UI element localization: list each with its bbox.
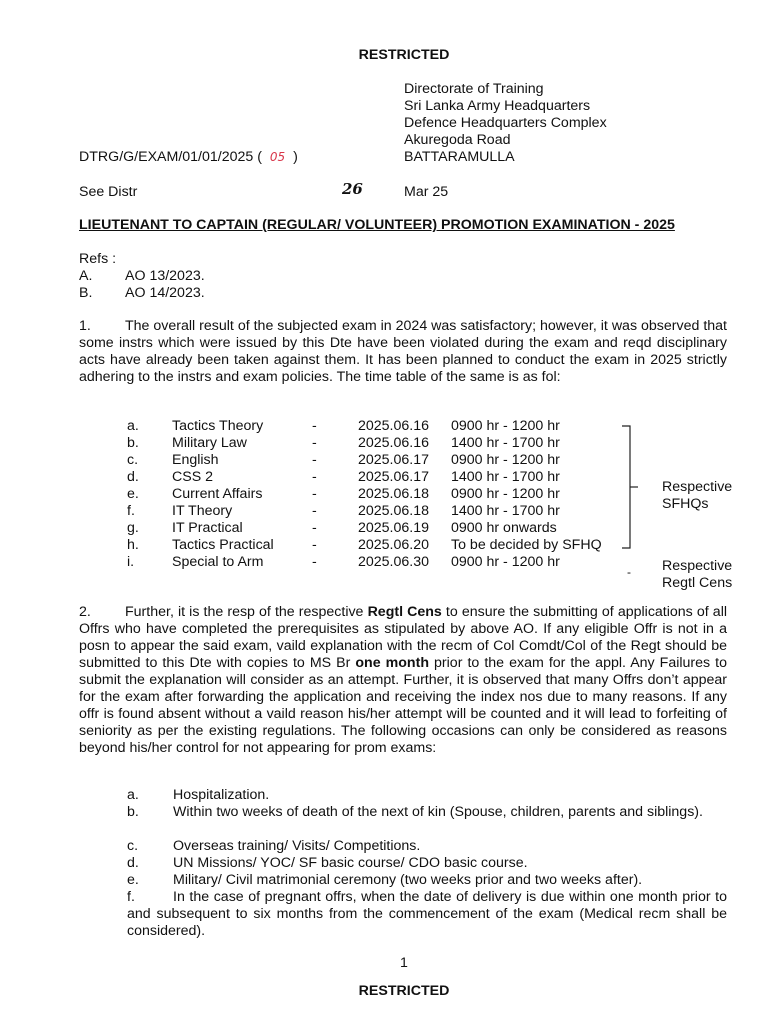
row-time: 1400 hr - 1700 hr: [451, 503, 560, 519]
date-text: Mar 25: [404, 184, 449, 200]
row-dash: -: [312, 537, 317, 553]
file-reference: [79, 149, 298, 166]
timetable-row: [127, 435, 647, 452]
row-subject: Military Law: [172, 435, 247, 451]
reference-prefix: DTRG/G/EXAM/01/01/2025 (: [79, 149, 262, 165]
row-dash: -: [312, 520, 317, 536]
row-date: 2025.06.30: [358, 554, 430, 570]
address-block: [404, 81, 607, 166]
item-label: e.: [127, 872, 139, 888]
row-date: 2025.06.19: [358, 520, 430, 536]
list-item: [127, 855, 727, 872]
ref-text: AO 14/2023.: [125, 285, 205, 301]
row-label: d.: [127, 469, 139, 485]
handwritten-date-day: 26: [342, 180, 363, 198]
list-item: [127, 804, 727, 821]
row-subject: Special to Arm: [172, 554, 264, 570]
header-classification: RESTRICTED: [358, 47, 450, 63]
timetable-row: [127, 452, 647, 469]
list-item: [127, 838, 727, 855]
list-item: [127, 889, 727, 940]
row-date: 2025.06.18: [358, 486, 430, 502]
row-label: b.: [127, 435, 139, 451]
grouping-bracket: [618, 424, 648, 552]
row-dash: -: [312, 469, 317, 485]
timetable-row: [127, 503, 647, 520]
row-date: 2025.06.16: [358, 435, 430, 451]
reference-suffix: ): [293, 149, 298, 165]
item-text: In the case of pregnant offrs, when the date of delivery is due within one month prior to and subsequent to six months from the commencement of the exam (Medical recm shall be considered).: [127, 889, 727, 939]
row-i-dash-mark: -: [627, 565, 631, 579]
item-label: d.: [127, 855, 139, 871]
responsible-sfhqs: [662, 479, 732, 513]
ref-text: AO 13/2023.: [125, 268, 205, 284]
row-subject: Tactics Practical: [172, 537, 274, 553]
timetable-row: [127, 469, 647, 486]
row-label: e.: [127, 486, 139, 502]
refs-heading: Refs :: [79, 251, 117, 267]
distribution: See Distr: [79, 184, 138, 200]
row-time: 0900 hr - 1200 hr: [451, 418, 560, 434]
row-subject: IT Theory: [172, 503, 233, 519]
item-label: b.: [127, 804, 139, 820]
paragraph-2-text: to ensure the submitting of applications of all Offrs who have completed the prerequisites as stipulated by above AO. If any eligible Offr is not in a posn to appear the said exam, vaild explanation with the recm of Col Comdt/Col of the Regt should be submitted to this Dte with copies to MS Br: [79, 604, 727, 671]
item-label: c.: [127, 838, 139, 854]
address-line: BATTARAMULLA: [404, 149, 515, 165]
row-dash: -: [312, 452, 317, 468]
row-time: 0900 hr - 1200 hr: [451, 554, 560, 570]
row-time: 0900 hr - 1200 hr: [451, 452, 560, 468]
row-dash: -: [312, 503, 317, 519]
row-time: 1400 hr - 1700 hr: [451, 435, 560, 451]
row-time: 1400 hr - 1700 hr: [451, 469, 560, 485]
responsible-line: Respective: [662, 479, 733, 495]
paragraph-2-text: Further, it is the resp of the respective: [125, 604, 368, 620]
paragraph-1-text: The overall result of the subjected exam in 2024 was satisfactory; however, it was observed that some instrs which were issued by this Dte have been violated during the exam and reqd disciplinary acts have already been taken against them. It has been planned to conduct the exam in 2025 strictly adhering to the instrs and exam policies. The time table of the same is as fol:: [79, 318, 727, 385]
ref-label: B.: [79, 285, 93, 301]
responsible-line: Regtl Cens: [662, 575, 733, 591]
item-label: a.: [127, 787, 139, 803]
row-subject: English: [172, 452, 219, 468]
row-time: 0900 hr - 1200 hr: [451, 486, 560, 502]
paragraph-2: [79, 604, 727, 757]
row-dash: -: [312, 435, 317, 451]
responsible-line: Respective: [662, 558, 733, 574]
timetable-row: [127, 486, 647, 503]
row-label: g.: [127, 520, 139, 536]
row-label: a.: [127, 418, 139, 434]
ref-label: A.: [79, 268, 93, 284]
row-subject: CSS 2: [172, 469, 214, 485]
row-date: 2025.06.16: [358, 418, 430, 434]
item-text: UN Missions/ YOC/ SF basic course/ CDO basic course.: [173, 855, 528, 871]
item-label: f.: [127, 889, 135, 905]
timetable-row: [127, 537, 647, 554]
row-date: 2025.06.17: [358, 469, 430, 485]
handwritten-reference-no: 05: [269, 150, 286, 164]
item-text: Military/ Civil matrimonial ceremony (two weeks prior and two weeks after).: [173, 872, 643, 888]
paragraph-1: [79, 318, 727, 386]
row-subject: Tactics Theory: [172, 418, 264, 434]
row-label: h.: [127, 537, 139, 553]
row-time: 0900 hr onwards: [451, 520, 557, 536]
row-dash: -: [312, 486, 317, 502]
row-dash: -: [312, 418, 317, 434]
item-text: Hospitalization.: [173, 787, 270, 803]
row-time: To be decided by SFHQ: [451, 537, 602, 553]
paragraph-number: 1.: [79, 318, 91, 334]
row-dash: -: [312, 554, 317, 570]
responsible-line: SFHQs: [662, 496, 709, 512]
list-item: [127, 787, 727, 804]
page-number: 1: [400, 955, 408, 971]
footer-classification: RESTRICTED: [358, 983, 450, 999]
paragraph-2-emphasis: Regtl Cens: [367, 604, 442, 620]
timetable-row: [127, 554, 647, 571]
paragraph-2-emphasis: one month: [355, 655, 429, 671]
address-line: Directorate of Training: [404, 81, 544, 97]
timetable-row: [127, 520, 647, 537]
row-label: c.: [127, 452, 139, 468]
paragraph-2-text: prior to the exam for the appl. Any Failures to submit the explanation will consider as an attempt. Further, it is observed that many Offrs don’t appear for the exam after forwarding the application and receiving the index nos due to many reasons. If any offr is found absent without a vaild reason his/her attempt will be counted and it will lead to forfeiting of seniority as per the existing regulations. The following occasions can only be considered as reasons beyond his/her control for not appearing for prom exams:: [79, 655, 728, 756]
row-date: 2025.06.18: [358, 503, 430, 519]
subject-heading: LIEUTENANT TO CAPTAIN (REGULAR/ VOLUNTEER) PROMOTION EXAMINATION - 2025: [79, 217, 675, 233]
item-text: Within two weeks of death of the next of kin (Spouse, children, parents and siblings).: [173, 804, 703, 820]
list-item: [127, 872, 727, 889]
item-text: Overseas training/ Visits/ Competitions.: [173, 838, 421, 854]
row-label: i.: [127, 554, 135, 570]
row-subject: IT Practical: [172, 520, 243, 536]
address-line: Sri Lanka Army Headquarters: [404, 98, 591, 114]
address-line: Defence Headquarters Complex: [404, 115, 607, 131]
paragraph-number: 2.: [79, 604, 91, 620]
timetable-row: [127, 418, 647, 435]
row-subject: Current Affairs: [172, 486, 263, 502]
responsible-regtl-cens: [662, 558, 732, 592]
row-date: 2025.06.17: [358, 452, 430, 468]
row-label: f.: [127, 503, 135, 519]
address-line: Akuregoda Road: [404, 132, 511, 148]
row-date: 2025.06.20: [358, 537, 430, 553]
